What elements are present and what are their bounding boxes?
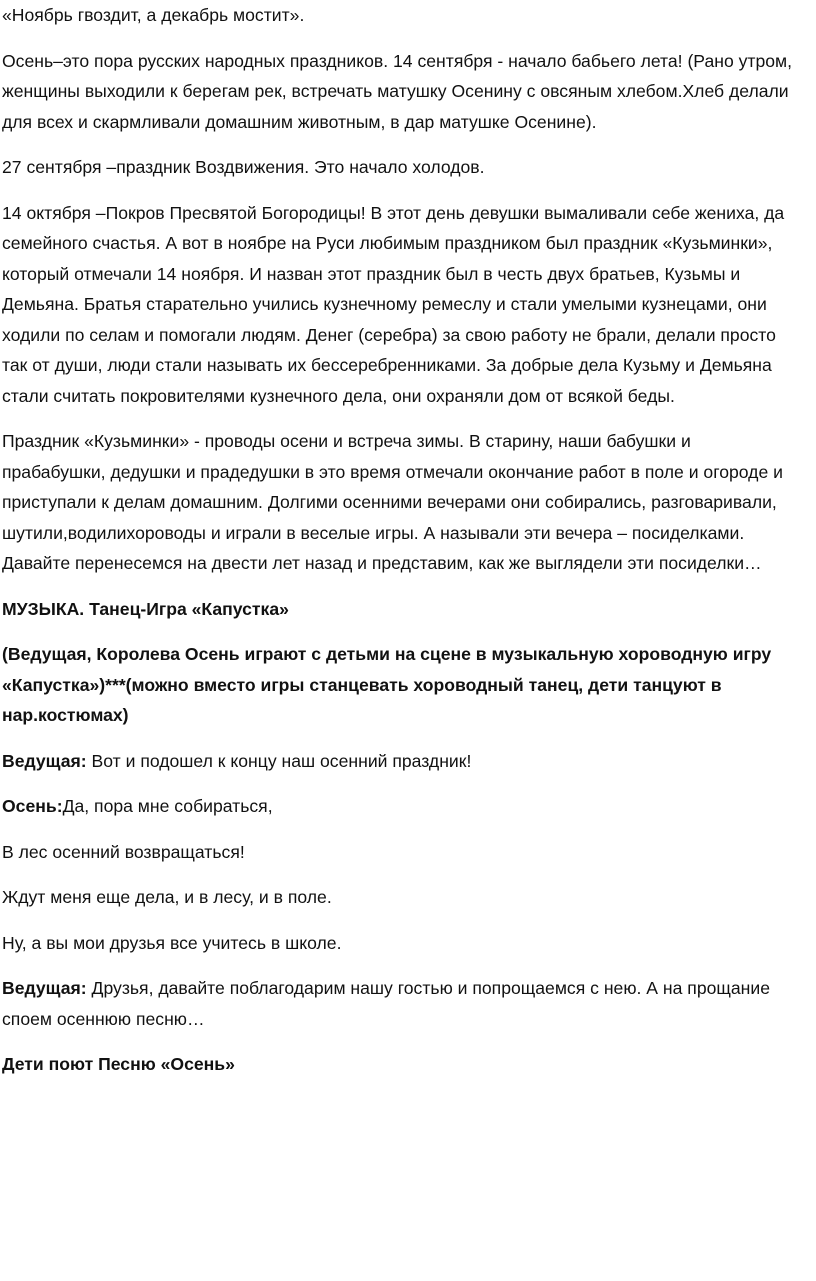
speaker-label: Ведущая: (2, 750, 87, 771)
paragraph-october-14: 14 октября –Покров Пресвятой Богородицы! В этот день девушки вымаливали себе жениха, да семейного счастья. А вот в ноябре на Руси любимым праздником был праздник «Кузьминки», который отмечали 14 ноября. И назван этот праздник был в честь двух братьев, Кузьмы и Демьяна. Братья старательно учились кузнечному ремеслу и стали умелыми кузнецами, они ходили по селам и помогали людям. Денег (серебра) за свою работу не брали, делали просто так от души, люди стали называть их бессеребренниками. За добрые дела Кузьму и Демьяна стали считать покровителями кузнечного дела, они охраняли дом от всякой беды. (2, 202, 785, 406)
music-heading: МУЗЫКА. Танец-Игра «Капустка» (2, 598, 289, 619)
paragraph-kuzminki: Праздник «Кузьминки» - проводы осени и встреча зимы. В старину, наши бабушки и прабабушки, дедушки и прадедушки в это время отмечали окончание работ в поле и огороде и приступали к делам домашним. Долгими осенними вечерами они собирались, разговаривали, шутили,водилихороводы и играли в веселые игры. А называли эти вечера – посиделками. Давайте перенесемся на двести лет назад и представим, как же выглядели эти посиделки… (2, 431, 783, 573)
speech-text: Да, пора мне собираться, (62, 796, 273, 816)
stage-direction: (Ведущая, Королева Осень играют с детьми на сцене в музыкальную хороводную игру «Капустка»)***(можно вместо игры станцевать хороводный танец, дети танцуют в нар.костюмах) (2, 644, 772, 725)
song-heading: Дети поют Песню «Осень» (2, 1054, 235, 1074)
host-line-2 (2, 973, 796, 1034)
autumn-line (2, 791, 796, 822)
speech-text: Друзья, давайте поблагодарим нашу гостью и попрощаемся с нею. А на прощание споем осеннюю песню… (2, 978, 770, 1029)
host-line-1 (2, 746, 796, 777)
proverb-line: «Ноябрь гвоздит, а декабрь мостит». (2, 5, 305, 25)
verse-line: В лес осенний возвращаться! (2, 841, 245, 862)
verse-line: Ждут меня еще дела, и в лесу, и в поле. (2, 887, 332, 907)
paragraph-autumn-holidays: Осень–это пора русских народных праздников. 14 сентября - начало бабьего лета! (Рано утром, женщины выходили к берегам рек, встречать матушку Осенину с овсяным хлебом.Хлеб делали для всех и скармливали домашним животным, в дар матушке Осенине). (2, 50, 793, 132)
paragraph-september-27: 27 сентября –праздник Воздвижения. Это начало холодов. (2, 157, 485, 177)
speech-text: Вот и подошел к концу наш осенний праздник! (86, 750, 472, 771)
speaker-label: Осень: (2, 796, 63, 816)
speaker-label: Ведущая: (2, 978, 87, 998)
verse-line: Ну, а вы мои друзья все учитесь в школе. (2, 932, 342, 953)
